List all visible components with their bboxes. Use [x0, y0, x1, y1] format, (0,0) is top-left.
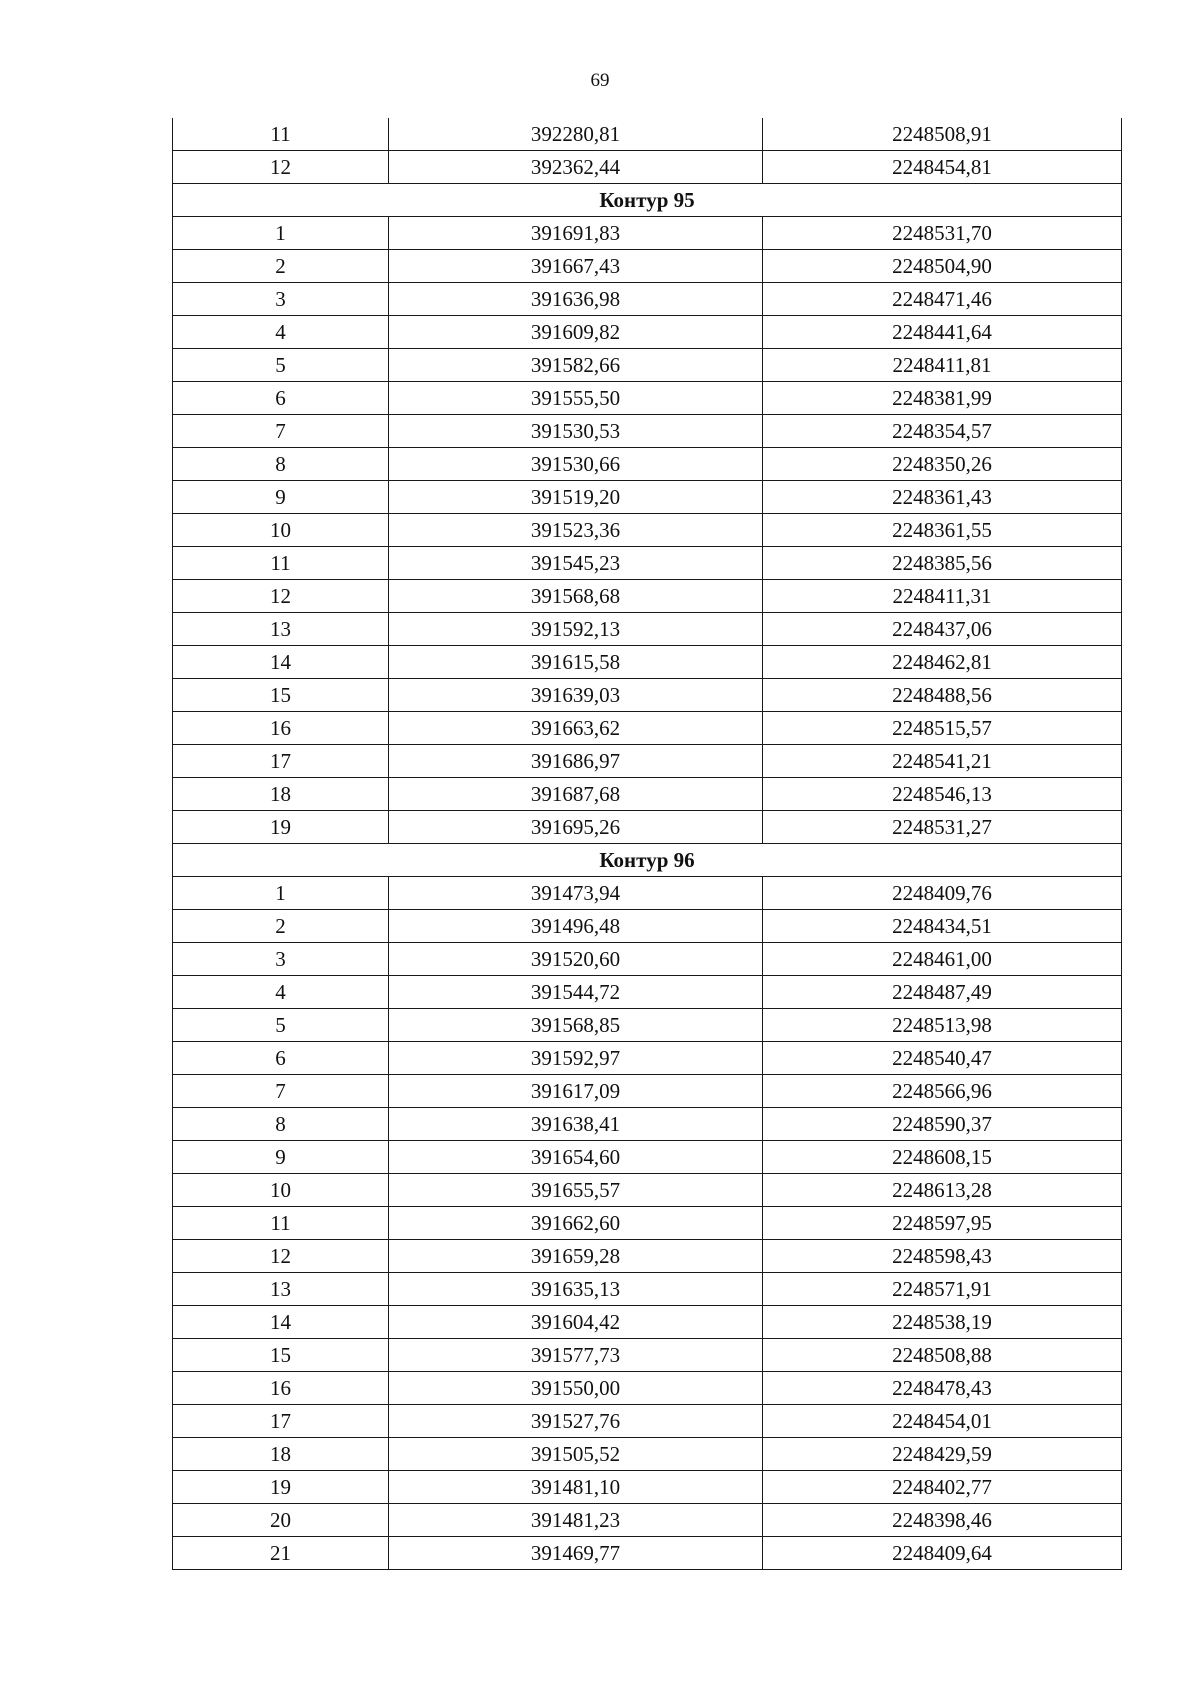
y-coordinate-cell: 2248381,99	[763, 382, 1122, 415]
point-number-cell: 14	[173, 1306, 389, 1339]
point-number-cell: 4	[173, 976, 389, 1009]
x-coordinate-cell: 391550,00	[389, 1372, 763, 1405]
x-coordinate-cell: 391481,10	[389, 1471, 763, 1504]
y-coordinate-cell: 2248508,88	[763, 1339, 1122, 1372]
point-number-cell: 2	[173, 250, 389, 283]
point-number-cell: 4	[173, 316, 389, 349]
x-coordinate-cell: 391496,48	[389, 910, 763, 943]
point-number-cell: 15	[173, 1339, 389, 1372]
point-number-cell: 12	[173, 1240, 389, 1273]
x-coordinate-cell: 391667,43	[389, 250, 763, 283]
point-number-cell: 11	[173, 547, 389, 580]
point-number-cell: 18	[173, 1438, 389, 1471]
y-coordinate-cell: 2248571,91	[763, 1273, 1122, 1306]
table-row	[173, 151, 1122, 184]
point-number-cell: 14	[173, 646, 389, 679]
point-number-cell: 12	[173, 580, 389, 613]
x-coordinate-cell: 391659,28	[389, 1240, 763, 1273]
table-row	[173, 382, 1122, 415]
table-row	[173, 1273, 1122, 1306]
table-row	[173, 1438, 1122, 1471]
table-row	[173, 1405, 1122, 1438]
x-coordinate-cell: 391639,03	[389, 679, 763, 712]
point-number-cell: 5	[173, 1009, 389, 1042]
table-row	[173, 1174, 1122, 1207]
y-coordinate-cell: 2248487,49	[763, 976, 1122, 1009]
point-number-cell: 19	[173, 811, 389, 844]
table-row	[173, 118, 1122, 151]
x-coordinate-cell: 391695,26	[389, 811, 763, 844]
y-coordinate-cell: 2248361,55	[763, 514, 1122, 547]
y-coordinate-cell: 2248471,46	[763, 283, 1122, 316]
point-number-cell: 10	[173, 1174, 389, 1207]
y-coordinate-cell: 2248590,37	[763, 1108, 1122, 1141]
y-coordinate-cell: 2248437,06	[763, 613, 1122, 646]
x-coordinate-cell: 391636,98	[389, 283, 763, 316]
contour-title: Контур 96	[173, 844, 1122, 877]
x-coordinate-cell: 391686,97	[389, 745, 763, 778]
x-coordinate-cell: 391481,23	[389, 1504, 763, 1537]
table-row	[173, 811, 1122, 844]
y-coordinate-cell: 2248402,77	[763, 1471, 1122, 1504]
point-number-cell: 11	[173, 118, 389, 151]
y-coordinate-cell: 2248546,13	[763, 778, 1122, 811]
x-coordinate-cell: 391545,23	[389, 547, 763, 580]
x-coordinate-cell: 391662,60	[389, 1207, 763, 1240]
x-coordinate-cell: 391654,60	[389, 1141, 763, 1174]
table-row	[173, 1108, 1122, 1141]
y-coordinate-cell: 2248538,19	[763, 1306, 1122, 1339]
y-coordinate-cell: 2248613,28	[763, 1174, 1122, 1207]
x-coordinate-cell: 391568,68	[389, 580, 763, 613]
table-row	[173, 1306, 1122, 1339]
point-number-cell: 7	[173, 1075, 389, 1108]
table-row	[173, 877, 1122, 910]
x-coordinate-cell: 391691,83	[389, 217, 763, 250]
x-coordinate-cell: 391473,94	[389, 877, 763, 910]
table-row	[173, 745, 1122, 778]
x-coordinate-cell: 391617,09	[389, 1075, 763, 1108]
x-coordinate-cell: 391544,72	[389, 976, 763, 1009]
table-row	[173, 1504, 1122, 1537]
point-number-cell: 10	[173, 514, 389, 547]
table-row	[173, 250, 1122, 283]
table-row	[173, 1339, 1122, 1372]
x-coordinate-cell: 391523,36	[389, 514, 763, 547]
y-coordinate-cell: 2248429,59	[763, 1438, 1122, 1471]
y-coordinate-cell: 2248540,47	[763, 1042, 1122, 1075]
y-coordinate-cell: 2248513,98	[763, 1009, 1122, 1042]
y-coordinate-cell: 2248354,57	[763, 415, 1122, 448]
x-coordinate-cell: 391530,66	[389, 448, 763, 481]
x-coordinate-cell: 392280,81	[389, 118, 763, 151]
table-row	[173, 283, 1122, 316]
y-coordinate-cell: 2248361,43	[763, 481, 1122, 514]
x-coordinate-cell: 391519,20	[389, 481, 763, 514]
y-coordinate-cell: 2248441,64	[763, 316, 1122, 349]
y-coordinate-cell: 2248350,26	[763, 448, 1122, 481]
table-row	[173, 349, 1122, 382]
x-coordinate-cell: 391604,42	[389, 1306, 763, 1339]
table-row	[173, 415, 1122, 448]
table-row	[173, 1537, 1122, 1570]
x-coordinate-cell: 391520,60	[389, 943, 763, 976]
point-number-cell: 3	[173, 283, 389, 316]
point-number-cell: 9	[173, 1141, 389, 1174]
point-number-cell: 7	[173, 415, 389, 448]
page-number: 69	[590, 70, 610, 91]
point-number-cell: 15	[173, 679, 389, 712]
point-number-cell: 5	[173, 349, 389, 382]
x-coordinate-cell: 391638,41	[389, 1108, 763, 1141]
table-row	[173, 1042, 1122, 1075]
point-number-cell: 6	[173, 1042, 389, 1075]
table-row	[173, 1009, 1122, 1042]
x-coordinate-cell: 391530,53	[389, 415, 763, 448]
y-coordinate-cell: 2248504,90	[763, 250, 1122, 283]
y-coordinate-cell: 2248508,91	[763, 118, 1122, 151]
y-coordinate-cell: 2248462,81	[763, 646, 1122, 679]
x-coordinate-cell: 392362,44	[389, 151, 763, 184]
x-coordinate-cell: 391577,73	[389, 1339, 763, 1372]
y-coordinate-cell: 2248398,46	[763, 1504, 1122, 1537]
table-row	[173, 976, 1122, 1009]
y-coordinate-cell: 2248566,96	[763, 1075, 1122, 1108]
point-number-cell: 16	[173, 712, 389, 745]
point-number-cell: 1	[173, 877, 389, 910]
point-number-cell: 20	[173, 1504, 389, 1537]
x-coordinate-cell: 391615,58	[389, 646, 763, 679]
contour-header-row	[173, 184, 1122, 217]
point-number-cell: 8	[173, 1108, 389, 1141]
x-coordinate-cell: 391582,66	[389, 349, 763, 382]
y-coordinate-cell: 2248461,00	[763, 943, 1122, 976]
table-row	[173, 547, 1122, 580]
x-coordinate-cell: 391505,52	[389, 1438, 763, 1471]
point-number-cell: 9	[173, 481, 389, 514]
x-coordinate-cell: 391592,13	[389, 613, 763, 646]
table-row	[173, 712, 1122, 745]
point-number-cell: 11	[173, 1207, 389, 1240]
y-coordinate-cell: 2248409,76	[763, 877, 1122, 910]
x-coordinate-cell: 391655,57	[389, 1174, 763, 1207]
table-row	[173, 580, 1122, 613]
point-number-cell: 3	[173, 943, 389, 976]
x-coordinate-cell: 391592,97	[389, 1042, 763, 1075]
x-coordinate-cell: 391635,13	[389, 1273, 763, 1306]
x-coordinate-cell: 391568,85	[389, 1009, 763, 1042]
point-number-cell: 21	[173, 1537, 389, 1570]
point-number-cell: 16	[173, 1372, 389, 1405]
point-number-cell: 1	[173, 217, 389, 250]
x-coordinate-cell: 391609,82	[389, 316, 763, 349]
point-number-cell: 19	[173, 1471, 389, 1504]
x-coordinate-cell: 391687,68	[389, 778, 763, 811]
table-row	[173, 217, 1122, 250]
y-coordinate-cell: 2248454,81	[763, 151, 1122, 184]
x-coordinate-cell: 391663,62	[389, 712, 763, 745]
table-row	[173, 1075, 1122, 1108]
table-row	[173, 481, 1122, 514]
coordinates-table-body	[173, 118, 1122, 1570]
table-row	[173, 448, 1122, 481]
x-coordinate-cell: 391469,77	[389, 1537, 763, 1570]
y-coordinate-cell: 2248597,95	[763, 1207, 1122, 1240]
y-coordinate-cell: 2248541,21	[763, 745, 1122, 778]
table-row	[173, 316, 1122, 349]
table-row	[173, 1372, 1122, 1405]
table-row	[173, 679, 1122, 712]
x-coordinate-cell: 391527,76	[389, 1405, 763, 1438]
y-coordinate-cell: 2248385,56	[763, 547, 1122, 580]
table-row	[173, 646, 1122, 679]
table-row	[173, 1141, 1122, 1174]
point-number-cell: 13	[173, 613, 389, 646]
table-row	[173, 943, 1122, 976]
y-coordinate-cell: 2248454,01	[763, 1405, 1122, 1438]
y-coordinate-cell: 2248478,43	[763, 1372, 1122, 1405]
y-coordinate-cell: 2248434,51	[763, 910, 1122, 943]
point-number-cell: 12	[173, 151, 389, 184]
y-coordinate-cell: 2248531,70	[763, 217, 1122, 250]
point-number-cell: 17	[173, 745, 389, 778]
point-number-cell: 13	[173, 1273, 389, 1306]
y-coordinate-cell: 2248531,27	[763, 811, 1122, 844]
y-coordinate-cell: 2248515,57	[763, 712, 1122, 745]
contour-header-row	[173, 844, 1122, 877]
y-coordinate-cell: 2248411,81	[763, 349, 1122, 382]
table-row	[173, 778, 1122, 811]
y-coordinate-cell: 2248409,64	[763, 1537, 1122, 1570]
point-number-cell: 17	[173, 1405, 389, 1438]
y-coordinate-cell: 2248411,31	[763, 580, 1122, 613]
table-row	[173, 910, 1122, 943]
table-row	[173, 1207, 1122, 1240]
point-number-cell: 8	[173, 448, 389, 481]
contour-title: Контур 95	[173, 184, 1122, 217]
point-number-cell: 2	[173, 910, 389, 943]
table-row	[173, 1471, 1122, 1504]
coordinates-table	[172, 118, 1122, 1570]
x-coordinate-cell: 391555,50	[389, 382, 763, 415]
y-coordinate-cell: 2248608,15	[763, 1141, 1122, 1174]
point-number-cell: 18	[173, 778, 389, 811]
y-coordinate-cell: 2248488,56	[763, 679, 1122, 712]
point-number-cell: 6	[173, 382, 389, 415]
table-row	[173, 613, 1122, 646]
y-coordinate-cell: 2248598,43	[763, 1240, 1122, 1273]
table-row	[173, 1240, 1122, 1273]
table-row	[173, 514, 1122, 547]
